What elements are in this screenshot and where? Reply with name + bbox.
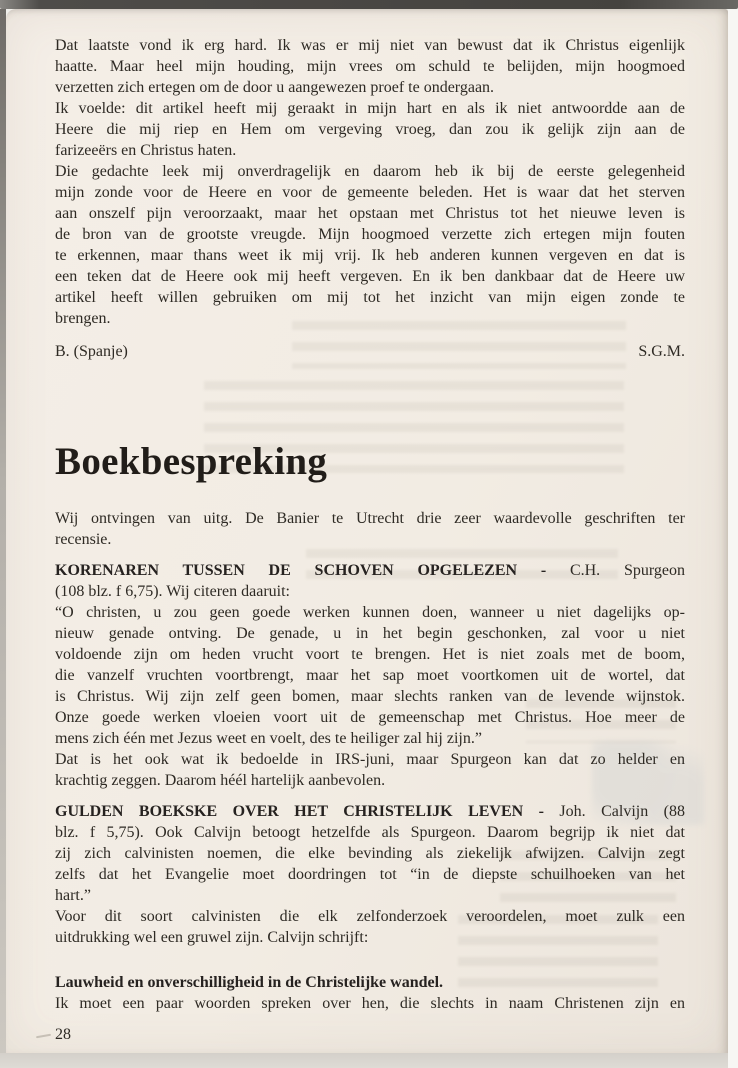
review-calvijn [55, 801, 685, 948]
text-line: mens zich één met Jezus weet en voelt, des te heiliger zal hij zijn.” [55, 730, 482, 747]
text-line: mijn zonde voor de Heere en voor de gemeente beleden. Het is waar dat het sterven [55, 184, 685, 201]
paragraph [55, 906, 685, 948]
text-line: “O christen, u zou geen goede werken kunnen doen, wanneer u niet dagelijks op- [55, 604, 685, 621]
paragraph [55, 602, 685, 749]
page-content [55, 35, 685, 1045]
text-line: farizeeërs en Christus haten. [55, 142, 237, 159]
paragraph [55, 560, 685, 602]
text-line: brengen. [55, 310, 111, 327]
text-line: Ik moet een paar woorden spreken over hen, die slechts in naam Christenen zijn en [55, 995, 685, 1012]
bold-title-text: KORENAREN TUSSEN DE SCHOVEN OPGELEZEN - [55, 562, 547, 579]
text-line: Voor dit soort calvinisten die elk zelfonderzoek veroordelen, moet zulk een [55, 908, 685, 925]
review-spurgeon [55, 560, 685, 791]
text-line: aan onszelf pijn veroorzaakt, maar het opstaan met Christus tot het nieuwe leven is [55, 205, 685, 222]
paragraph [55, 508, 685, 550]
text-line: te erkennen, maar thans weet ik mij vrij. Ik heb anderen kunnen vergeven en dat is [55, 247, 685, 264]
text-line: blz. f 5,75). Ook Calvijn betoogt hetzelfde als Spurgeon. Daarom begrijp ik niet dat [55, 824, 685, 841]
text-line: uitdrukking wel een gruwel zijn. Calvijn schrijft: [55, 929, 369, 946]
bold-title-text: Lauwheid en onverschilligheid in de Christelijke wandel. [55, 974, 444, 991]
text-line: verzetten zich ertegen om de door u aangewezen proef te ondergaan. [55, 79, 495, 96]
text-line: zij zich calvinisten noemen, die elke bevinding als ziekelijk afwijzen. Calvijn zegt [55, 845, 685, 862]
paragraph [55, 161, 685, 329]
scan-edge-top [0, 0, 738, 9]
text-line: haatte. Maar heel mijn houding, mijn vrees om schuld te belijden, mijn hoogmoed [55, 58, 685, 75]
letter-signature-row [55, 341, 685, 362]
text-line: Onze goede werken vloeien voort uit de gemeenschap met Christus. Hoe meer de [55, 709, 685, 726]
text-line: voldoende zijn om heden vrucht voort te brengen. Het is niet zoals met de boom, [55, 646, 685, 663]
text-line: die vanzelf vruchten voortbrengt, maar het sap moet voortkomen uit de wortel, dat [55, 667, 685, 684]
section-heading: Boekbespreking [55, 440, 328, 483]
text-line: Heere die mij riep en Hem om vergeving vroeg, dan zou ik gelijk zijn aan de [55, 121, 685, 138]
paragraph [55, 749, 685, 791]
scan-edge-bottom [0, 1053, 728, 1068]
text-line: recensie. [55, 531, 112, 548]
text-line: (108 blz. f 6,75). Wij citeren daaruit: [55, 583, 290, 600]
section-lede [55, 508, 685, 550]
text-line: zelfs dat het Evangelie moet doordringen tot “in de diepste schuilhoeken van het [55, 866, 685, 883]
text-line: artikel heeft willen gebruiken om mij tot het inzicht van mijn eigen zonde te [55, 289, 685, 306]
text-line [55, 972, 685, 993]
text-line: hart.” [55, 887, 91, 904]
book-page [6, 9, 728, 1053]
bold-title-text: GULDEN BOEKSKE OVER HET CHRISTELIJK LEVEN - [55, 803, 544, 820]
scan-edge-right [728, 9, 738, 1068]
reader-letter-body [55, 35, 685, 329]
text-line: KORENAREN TUSSEN DE SCHOVEN OPGELEZEN - C.H. Spurgeon [55, 562, 685, 579]
text-line: GULDEN BOEKSKE OVER HET CHRISTELIJK LEVEN - Joh. Calvijn (88 [55, 803, 685, 820]
text-line: Ik voelde: dit artikel heeft mij geraakt in mijn hart en als ik niet antwoordde aan de [55, 100, 685, 117]
calvijn-excerpt [55, 972, 685, 1014]
text-line: Dat is het ook wat ik bedoelde in IRS-juni, maar Spurgeon kan dat zo helder en [55, 751, 685, 768]
text-line: Wij ontvingen van uitg. De Banier te Utrecht drie zeer waardevolle geschriften ter [55, 510, 685, 527]
paragraph [55, 98, 685, 161]
text-line: nieuw genade ontving. De genade, u in het begin geschonken, zal voor u niet [55, 625, 685, 642]
paragraph [55, 35, 685, 98]
paragraph [55, 801, 685, 906]
text-line: Die gedachte leek mij onverdragelijk en daarom heb ik bij de eerste gelegenheid [55, 163, 685, 180]
text-line: de bron van de grootste vreugde. Mijn hoogmoed verzette zich ertegen mijn fouten [55, 226, 685, 243]
page-number: 28 [55, 1026, 71, 1043]
letter-author: B. (Spanje) [55, 343, 128, 360]
text-line: is Christus. Wij zijn zelf geen bomen, maar slechts ranken van de levende wijnstok. [55, 688, 685, 705]
letter-editor-initials: S.G.M. [638, 343, 685, 360]
text-line: krachtig zeggen. Daarom héél hartelijk aanbevolen. [55, 772, 386, 789]
pencil-mark [36, 1034, 51, 1039]
text-line: een teken dat de Heere ook mij heeft vergeven. En ik ben dankbaar dat de Heere uw [55, 268, 685, 285]
paragraph [55, 993, 685, 1014]
paragraph [55, 972, 685, 993]
text-line: Dat laatste vond ik erg hard. Ik was er mij niet van bewust dat ik Christus eigenlijk [55, 37, 685, 54]
